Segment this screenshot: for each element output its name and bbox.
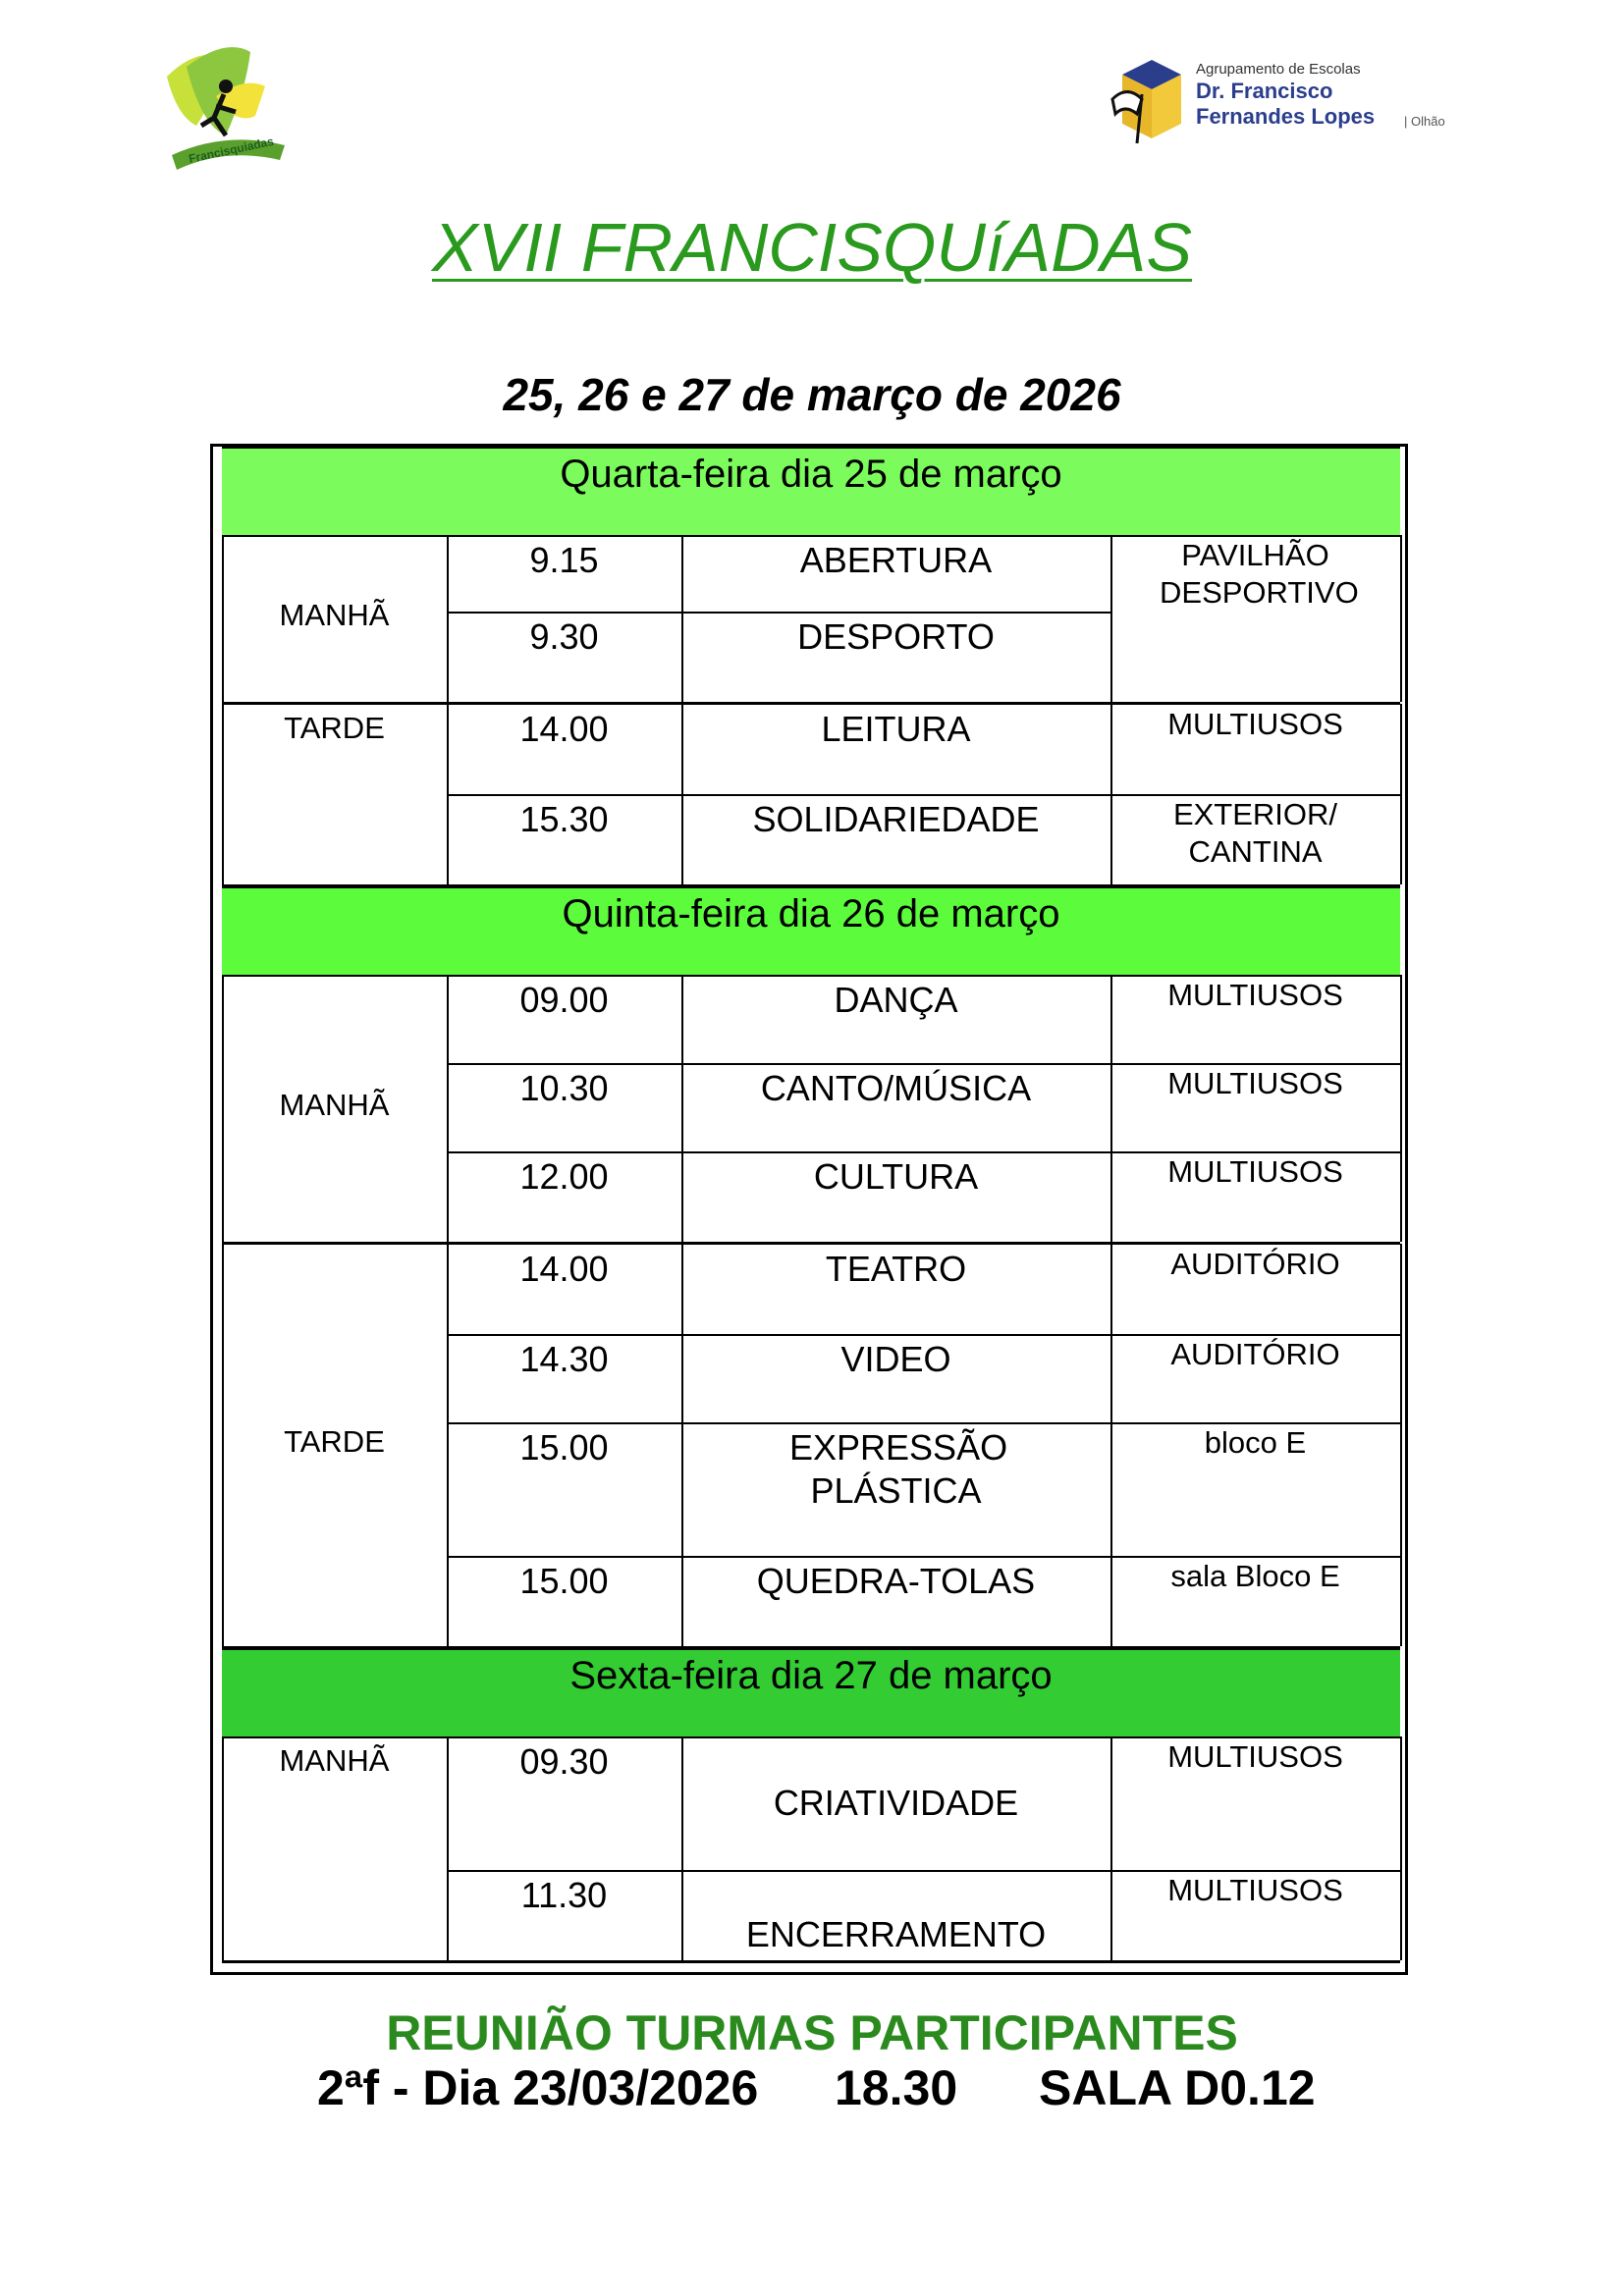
- row-time: 14.30: [519, 1339, 609, 1379]
- table-rule: [222, 704, 224, 884]
- row-time: 14.00: [519, 709, 609, 749]
- row-activity: DANÇA: [834, 980, 958, 1020]
- row-place: MULTIUSOS: [1167, 978, 1343, 1012]
- row-place: MULTIUSOS: [1167, 707, 1343, 741]
- period-label: MANHÃ: [279, 1088, 390, 1122]
- row-time: 15.00: [519, 1427, 609, 1468]
- table-rule: [222, 1736, 224, 1960]
- meeting-time: 18.30: [835, 2060, 958, 2115]
- row-time: 14.00: [519, 1249, 609, 1289]
- school-logo-line1: Agrupamento de Escolas: [1196, 61, 1361, 78]
- row-place: AUDITÓRIO: [1170, 1247, 1340, 1281]
- table-rule: [1400, 704, 1402, 884]
- row-activity: TEATRO: [825, 1249, 967, 1289]
- period-label: TARDE: [284, 711, 385, 745]
- row-time: 11.30: [520, 1875, 608, 1915]
- row-activity: EXPRESSÃO PLÁSTICA: [789, 1427, 1008, 1511]
- school-emblem-icon: [1108, 55, 1186, 148]
- row-activity: ABERTURA: [799, 540, 993, 580]
- table-rule: [222, 1244, 224, 1646]
- row-activity: DESPORTO: [797, 616, 995, 657]
- row-place: bloco E: [1204, 1425, 1307, 1460]
- page-title: XVII FRANCISQUíADAS: [431, 209, 1193, 286]
- day-header: Quarta-feira dia 25 de março: [222, 447, 1400, 535]
- row-place: MULTIUSOS: [1167, 1873, 1343, 1907]
- table-rule: [1110, 975, 1112, 1242]
- row-place: MULTIUSOS: [1167, 1739, 1343, 1774]
- meeting-room: SALA D0.12: [1039, 2060, 1316, 2115]
- schedule-table: [210, 444, 1408, 1975]
- school-logo-line4: | Olhão: [1404, 114, 1445, 129]
- logo-text: Francisquiadas: [187, 133, 275, 166]
- row-place: PAVILHÃO DESPORTIVO: [1160, 538, 1359, 610]
- row-place: MULTIUSOS: [1167, 1154, 1343, 1189]
- row-activity: CRIATIVIDADE: [773, 1783, 1019, 1823]
- table-rule: [222, 1960, 1400, 1963]
- day-header: Quinta-feira dia 26 de março: [222, 886, 1400, 975]
- table-rule: [222, 702, 1400, 705]
- row-activity: ENCERRAMENTO: [745, 1914, 1047, 1954]
- row-time: 15.30: [519, 799, 609, 839]
- table-rule: [222, 975, 224, 1242]
- row-time: 9.15: [529, 540, 599, 580]
- row-place: MULTIUSOS: [1167, 1066, 1343, 1100]
- row-activity: SOLIDARIEDADE: [752, 799, 1040, 839]
- period-label: TARDE: [284, 1424, 385, 1459]
- row-place: AUDITÓRIO: [1170, 1337, 1340, 1371]
- school-logo-line2: Dr. Francisco: [1196, 79, 1333, 103]
- meeting-title: REUNIÃO TURMAS PARTICIPANTES: [386, 2005, 1238, 2060]
- period-label: MANHÃ: [279, 1743, 390, 1778]
- day-header: Sexta-feira dia 27 de março: [222, 1648, 1400, 1736]
- event-dates: 25, 26 e 27 de março de 2026: [503, 369, 1121, 420]
- row-activity: CULTURA: [813, 1156, 979, 1197]
- meeting-day: 2ªf - Dia 23/03/2026: [317, 2060, 759, 2115]
- school-logo: [1108, 55, 1461, 148]
- row-time: 10.30: [519, 1068, 609, 1108]
- row-activity: LEITURA: [821, 709, 971, 749]
- period-label: MANHÃ: [279, 598, 390, 632]
- row-time: 09.30: [519, 1741, 609, 1782]
- table-rule: [447, 612, 1110, 614]
- row-time: 09.00: [519, 980, 609, 1020]
- row-activity: CANTO/MÚSICA: [760, 1068, 1032, 1108]
- table-rule: [1400, 535, 1402, 702]
- row-time: 12.00: [519, 1156, 609, 1197]
- table-rule: [1400, 1244, 1402, 1646]
- table-rule: [1400, 1736, 1402, 1960]
- row-activity: VIDEO: [840, 1339, 951, 1379]
- school-logo-line3: Fernandes Lopes: [1196, 104, 1376, 129]
- table-rule: [222, 1242, 1400, 1245]
- table-rule: [222, 535, 224, 702]
- table-rule: [1400, 975, 1402, 1242]
- table-rule: [222, 886, 1400, 888]
- row-place: EXTERIOR/ CANTINA: [1172, 797, 1338, 869]
- row-activity: QUEDRA-TOLAS: [756, 1561, 1036, 1601]
- table-rule: [222, 1648, 1400, 1650]
- row-place: sala Bloco E: [1170, 1559, 1340, 1593]
- row-time: 9.30: [529, 616, 599, 657]
- francisquiadas-logo: [157, 37, 295, 175]
- row-time: 15.00: [519, 1561, 609, 1601]
- table-rule: [222, 447, 1400, 449]
